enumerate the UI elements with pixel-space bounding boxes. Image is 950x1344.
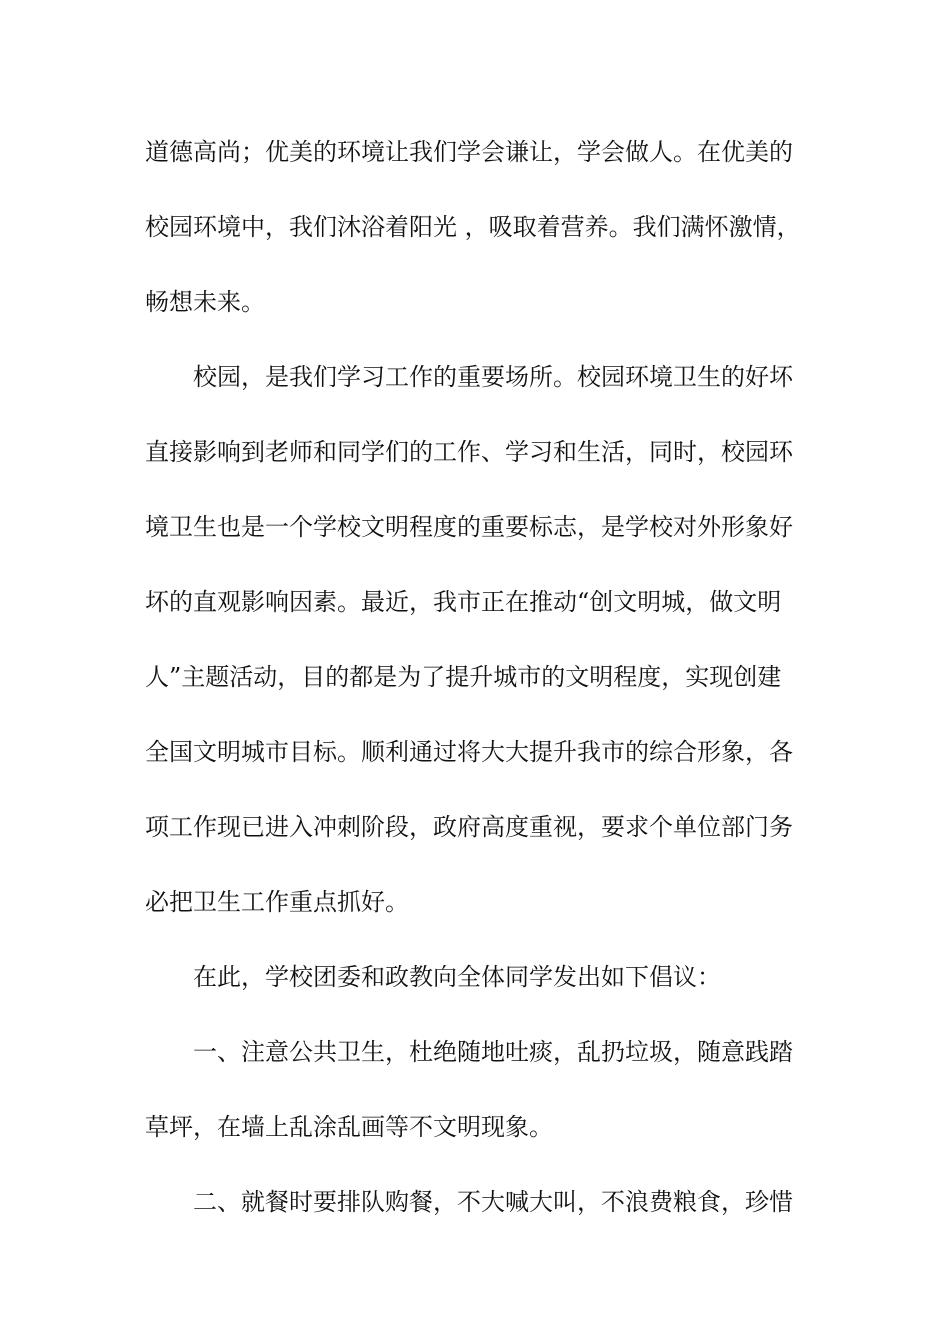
paragraph-line: 道德高尚；优美的环境让我们学会谦让，学会做人。在优美的 [145, 138, 793, 166]
paragraph-line: 二、就餐时要排队购餐，不大喊大叫，不浪费粮食，珍惜 [193, 1188, 793, 1216]
paragraph-line: 坏的直观影响因素。最近，我市正在推动“创文明城，做文明 [145, 588, 782, 616]
paragraph-line: 草坪，在墙上乱涂乱画等不文明现象。 [145, 1113, 553, 1141]
paragraph-line: 全国文明城市目标。顺利通过将大大提升我市的综合形象，各 [145, 738, 793, 766]
paragraph-line: 项工作现已进入冲刺阶段，政府高度重视，要求个单位部门务 [145, 813, 793, 841]
paragraph-line: 校园，是我们学习工作的重要场所。校园环境卫生的好坏 [193, 363, 793, 391]
paragraph-line: 必把卫生工作重点抓好。 [145, 888, 409, 916]
paragraph-line: 直接影响到老师和同学们的工作、学习和生活，同时，校园环 [145, 438, 793, 466]
paragraph-line: 校园环境中，我们沐浴着阳光 ，吸取着营养。我们满怀激情， [145, 213, 801, 241]
paragraph-line: 人”主题活动，目的都是为了提升城市的文明程度，实现创建 [145, 663, 782, 691]
paragraph-line: 畅想未来。 [145, 288, 265, 316]
paragraph-line: 在此，学校团委和政教向全体同学发出如下倡议： [193, 963, 721, 991]
paragraph-line: 一、注意公共卫生，杜绝随地吐痰，乱扔垃圾，随意践踏 [193, 1038, 793, 1066]
paragraph-line: 境卫生也是一个学校文明程度的重要标志，是学校对外形象好 [145, 513, 793, 541]
